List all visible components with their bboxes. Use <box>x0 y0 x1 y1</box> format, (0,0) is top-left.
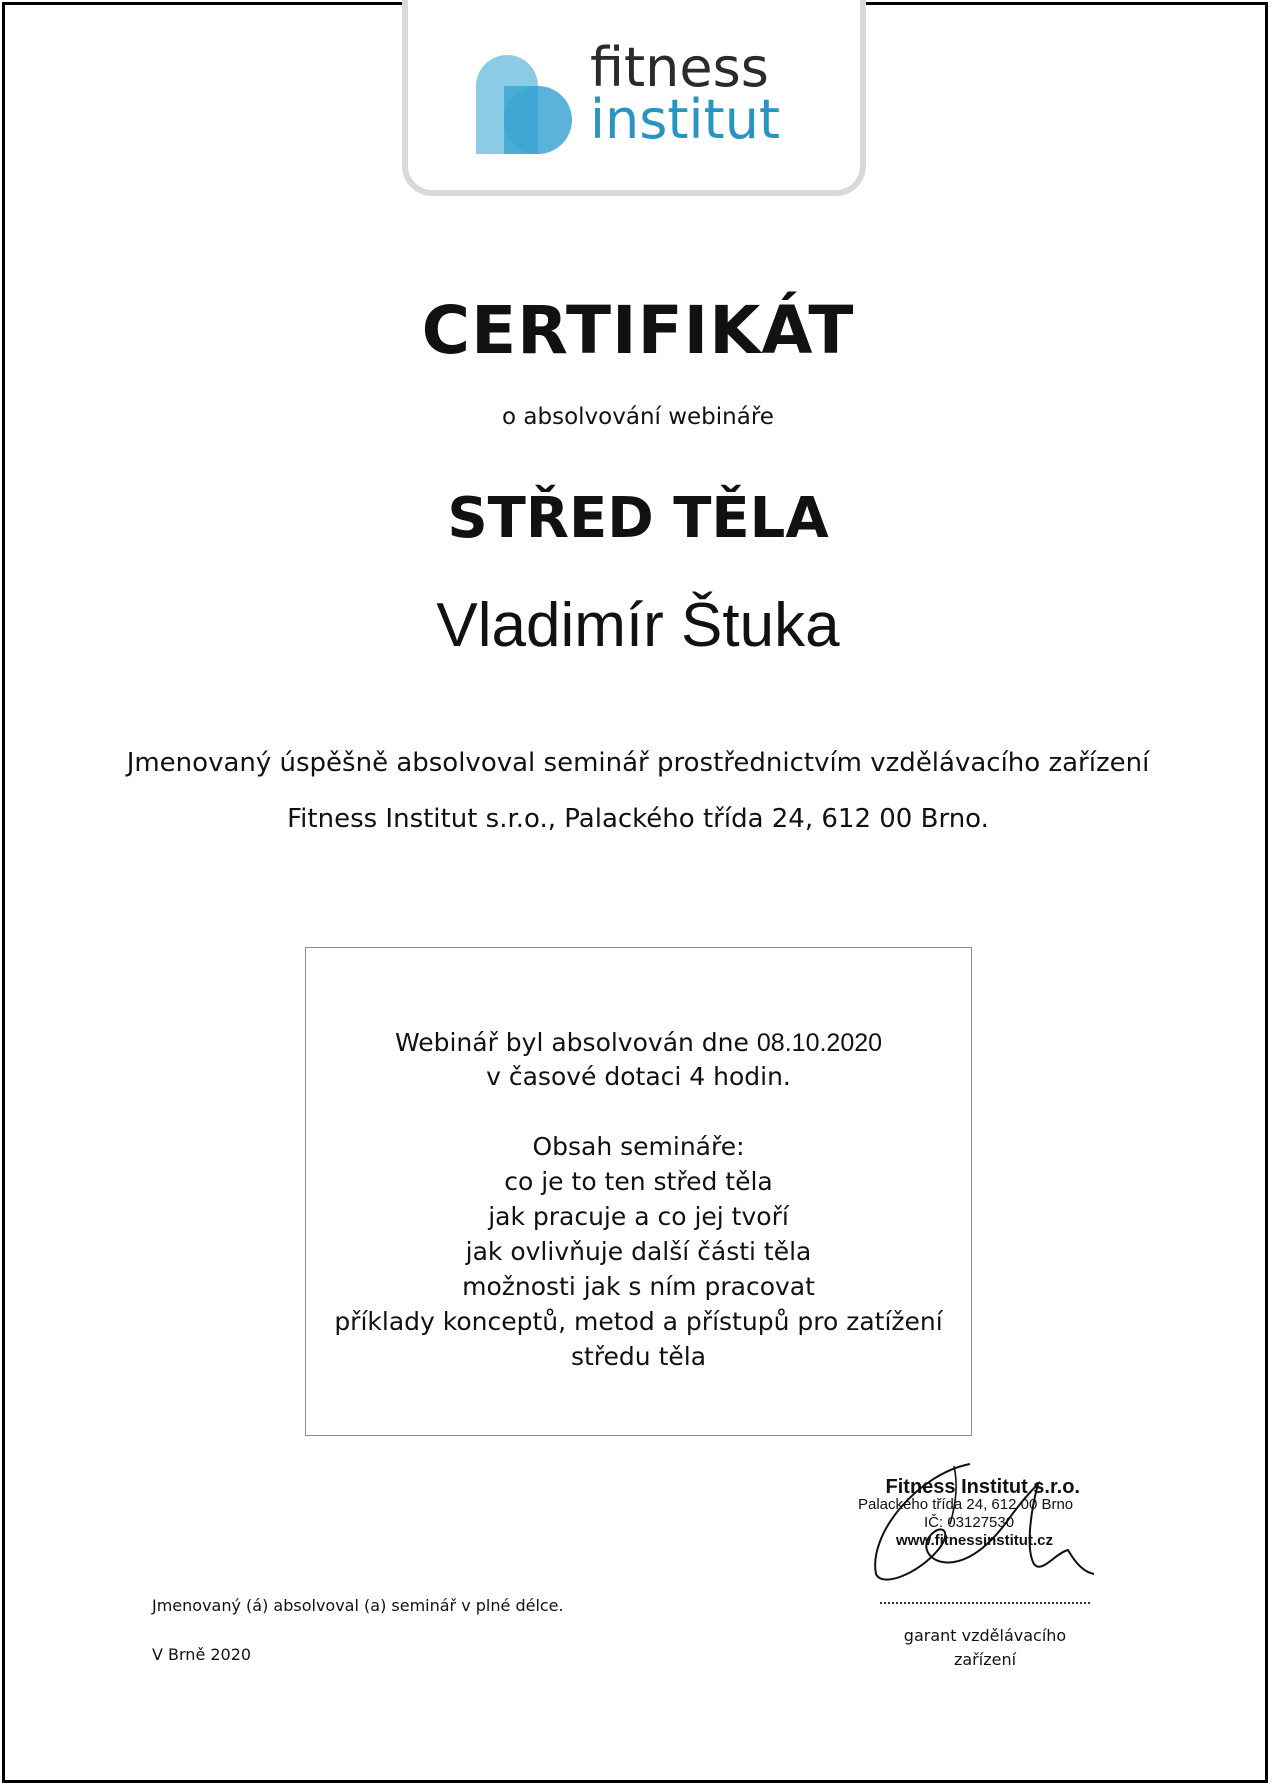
details-box <box>305 947 972 1436</box>
content-item: příklady konceptů, metod a přístupů pro zatížení <box>334 1307 943 1336</box>
content-item: co je to ten střed těla <box>504 1167 773 1196</box>
company-stamp <box>858 1478 1098 1550</box>
guarantor-label <box>880 1624 1090 1672</box>
logo-wordmark <box>590 36 781 151</box>
certificate-title: CERTIFIKÁT <box>421 292 855 369</box>
signature-line <box>880 1602 1090 1604</box>
content-item: jak pracuje a co jej tvoří <box>488 1202 789 1231</box>
logo-line-institut: institut <box>590 88 781 151</box>
stamp-ic: IČ: 03127530 <box>924 1514 1015 1531</box>
duration-text: v časové dotaci 4 hodin. <box>486 1062 791 1091</box>
completion-line <box>306 1028 971 1058</box>
content-heading: Obsah semináře: <box>532 1132 745 1161</box>
statement-line-2: Fitness Institut s.r.o., Palackého třída 24, 612 00 Brno. <box>287 804 989 834</box>
place-year: V Brně 2020 <box>152 1645 252 1664</box>
content-item: jak ovlivňuje další části těla <box>465 1237 812 1266</box>
guarantor-line-1: garant vzdělávacího <box>903 1626 1067 1645</box>
completion-note: Jmenovaný (á) absolvoval (a) seminář v plné délce. <box>152 1596 564 1615</box>
course-name: STŘED TĚLA <box>447 486 829 551</box>
stamp-company: Fitness Institut s.r.o. <box>885 1476 1080 1498</box>
stamp-address: Palackého třída 24, 612 00 Brno <box>858 1496 1074 1513</box>
content-item: středu těla <box>570 1342 707 1371</box>
logo-line-fitness: fitness <box>590 36 769 99</box>
content-item: možnosti jak s ním pracovat <box>462 1272 815 1301</box>
completion-date: 08.10.2020 <box>756 1029 883 1057</box>
stamp-web: www.fitnessinstitut.cz <box>896 1532 1053 1549</box>
statement-line-1: Jmenovaný úspěšně absolvoval seminář prostřednictvím vzdělávacího zařízení <box>126 748 1150 778</box>
certificate-subtitle: o absolvování webináře <box>502 404 774 430</box>
completion-text: Webinář byl absolvován dne <box>394 1028 749 1057</box>
guarantor-line-2: zařízení <box>953 1650 1017 1669</box>
recipient-name: Vladimír Štuka <box>436 591 840 660</box>
heart-logo-icon <box>476 52 580 154</box>
